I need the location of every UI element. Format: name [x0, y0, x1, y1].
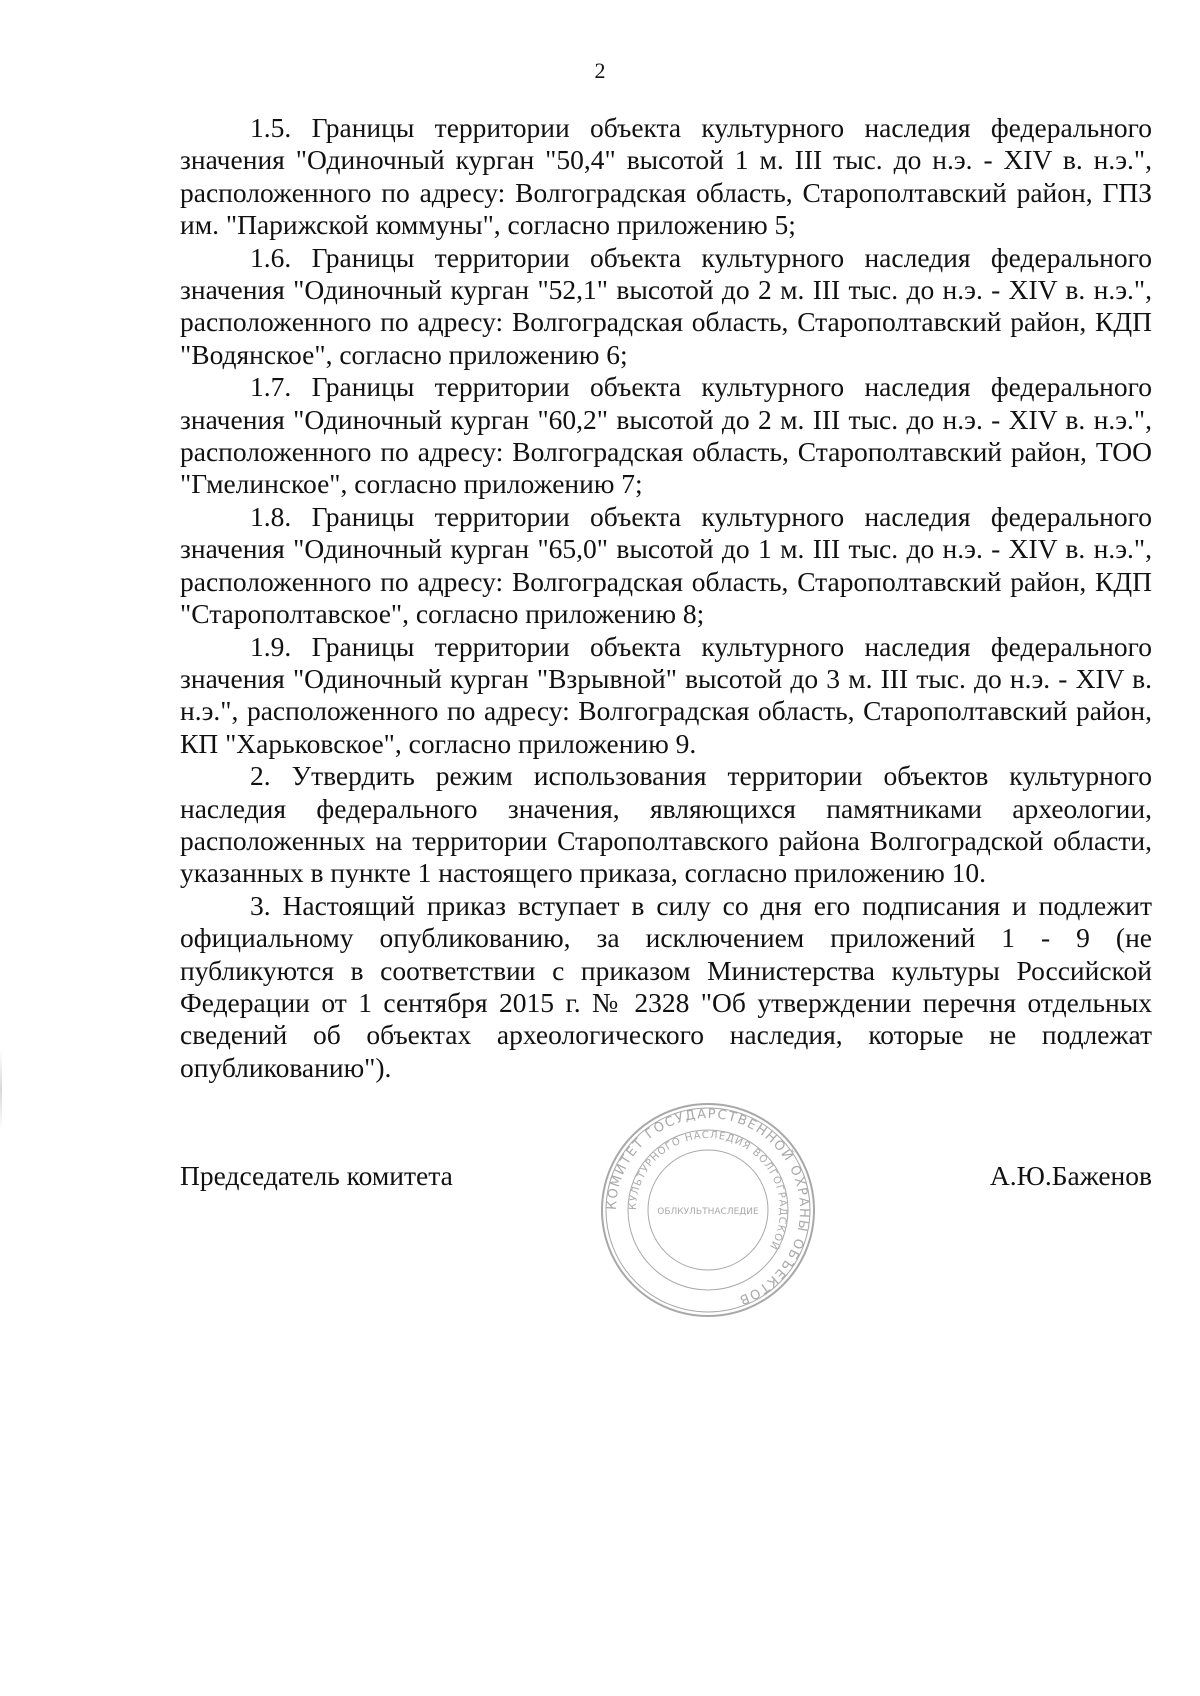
official-seal-stamp [598, 1100, 818, 1320]
document-body [180, 112, 1152, 1084]
svg-text:КУЛЬТУРНОГО НАСЛЕДИЯ ВОЛГОГРАД [628, 1130, 788, 1253]
signatory-position: Председатель комитета [180, 1160, 453, 1191]
scan-edge-artifact [0, 1050, 2, 1130]
paragraph-1-5: 1.5. Границы территории объекта культурного наследия федерального значения "Одиночный курган "50,4" высотой 1 м. III тыс. до н.э. - XIV в. н.э.", расположенного по адресу: Волгоградская область, Старополтавский район, ГПЗ им. "Парижской коммуны", согласно приложению 5; [180, 112, 1152, 241]
paragraph-1-8: 1.8. Границы территории объекта культурного наследия федерального значения "Одиночный курган "65,0" высотой до 1 м. III тыс. до н.э. - XIV в. н.э.", расположенного по адресу: Волгоградская область, Старополтавский район, КДП "Старополтавское", согласно приложению 8; [180, 500, 1152, 630]
page-number: 2 [594, 58, 606, 83]
seal-outer-text: КОМИТЕТ ГОСУДАРСТВЕННОЙ ОХРАНЫ ОБЪЕКТОВ [604, 1106, 812, 1308]
paragraph-1-6: 1.6. Границы территории объекта культурного наследия федерального значения "Одиночный курган "52,1" высотой до 2 м. III тыс. до н.э. - XIV в. н.э.", расположенного по адресу: Волгоградская область, Старополтавский район, КДП "Водянское", согласно приложению 6; [180, 241, 1152, 370]
paragraph-1-9: 1.9. Границы территории объекта культурного наследия федерального значения "Одиночный курган "Взрывной" высотой до 3 м. III тыс. до н.э. - XIV в. н.э.", расположенного по адресу: Волгоградская область, Старополтавский район, КП "Харьковское", согласно приложению 9. [180, 630, 1152, 759]
seal-inner-text: КУЛЬТУРНОГО НАСЛЕДИЯ ВОЛГОГРАДСКОЙ [627, 1129, 789, 1252]
paragraph-1-7: 1.7. Границы территории объекта культурного наследия федерального значения "Одиночный курган "60,2" высотой до 2 м. III тыс. до н.э. - XIV в. н.э.", расположенного по адресу: Волгоградская область, Старополтавский район, ТОО "Гмелинское", согласно приложению 7; [180, 371, 1152, 500]
paragraph-3: 3. Настоящий приказ вступает в силу со дня его подписания и подлежит официальному опубликованию, за исключением приложений 1 - 9 (не публикуются в соответствии с приказом Министерства культуры Российской Федерации от 1 сентября 2015 г. № 2328 "Об утверждении перечня отдельных сведений об объектах археологического наследия, которые не подлежат опубликованию"). [180, 889, 1152, 1083]
seal-center-text: ОБЛКУЛЬТНАСЛЕДИЕ [657, 1207, 759, 1217]
paragraph-2: 2. Утвердить режим использования территории объектов культурного наследия федерального значения, являющихся памятниками археологии, расположенных на территории Старополтавского района Волгоградской области, указанных в пункте 1 настоящего приказа, согласно приложению 10. [180, 760, 1152, 889]
signatory-name: А.Ю.Баженов [989, 1160, 1152, 1191]
